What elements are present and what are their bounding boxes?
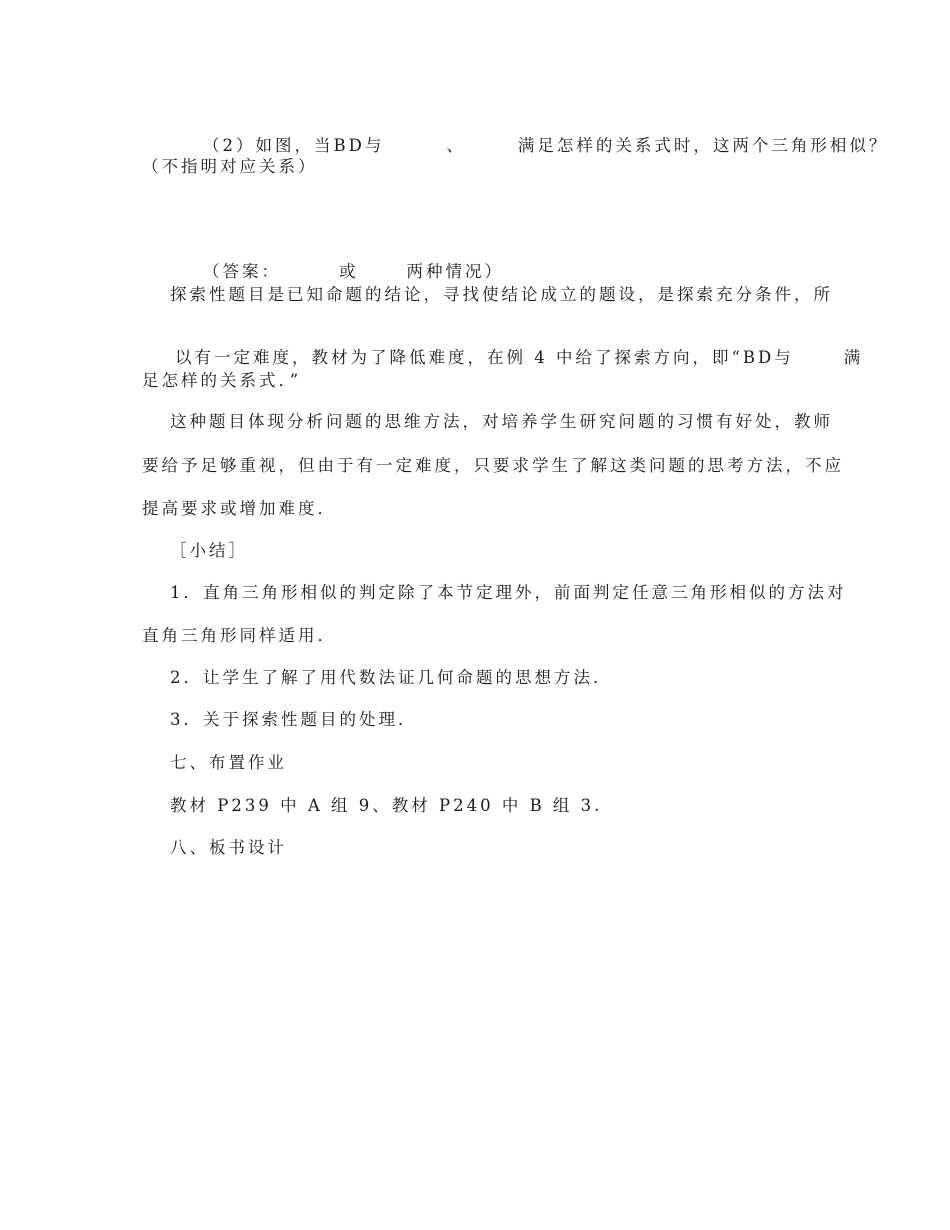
summary-item-1-line-1: 1．直角三角形相似的判定除了本节定理外，前面判定任意三角形相似的方法对: [170, 583, 847, 602]
summary-item-1-line-2: 直角三角形同样适用．: [142, 626, 337, 645]
answer-or: 或: [338, 262, 359, 281]
question-text-start: （2）如图，当BD与: [202, 136, 385, 155]
summary-heading: ［小结］: [170, 541, 248, 560]
paragraph2-line-1: 这种题目体现分析问题的思维方法，对培养学生研究问题的习惯有好处，教师: [170, 412, 833, 431]
question-separator: 、: [446, 136, 466, 155]
summary-item-2: 2．让学生了解了用代数法证几何命题的思想方法．: [170, 668, 613, 687]
summary-item-3: 3．关于探索性题目的处理．: [170, 710, 418, 729]
homework-text: 教材 P239 中 A 组 9、教材 P240 中 B 组 3.: [170, 796, 603, 815]
question-text-end: 满足怎样的关系式时，这两个三角形相似？: [517, 136, 889, 155]
paragraph1-text: 以有一定难度，教材为了降低难度，在例 4 中给了探索方向，即“BD与: [174, 348, 794, 367]
answer-suffix: 两种情况）: [406, 262, 504, 281]
answer-prefix: （答案：: [202, 262, 281, 281]
homework-heading: 七、布置作业: [170, 753, 287, 772]
paragraph1-line-3: 足怎样的关系式．”: [142, 371, 302, 390]
question-line-2: （不指明对应关系）: [142, 157, 318, 176]
paragraph1-line-1: 探索性题目是已知命题的结论，寻找使结论成立的题设，是探索充分条件，所: [170, 285, 833, 304]
paragraph1-text-end: 满: [843, 348, 864, 367]
paragraph2-line-2: 要给予足够重视，但由于有一定难度，只要求学生了解这类问题的思考方法，不应: [142, 456, 844, 475]
paragraph2-line-3: 提高要求或增加难度．: [142, 499, 337, 518]
board-design-heading: 八、板书设计: [170, 838, 287, 857]
